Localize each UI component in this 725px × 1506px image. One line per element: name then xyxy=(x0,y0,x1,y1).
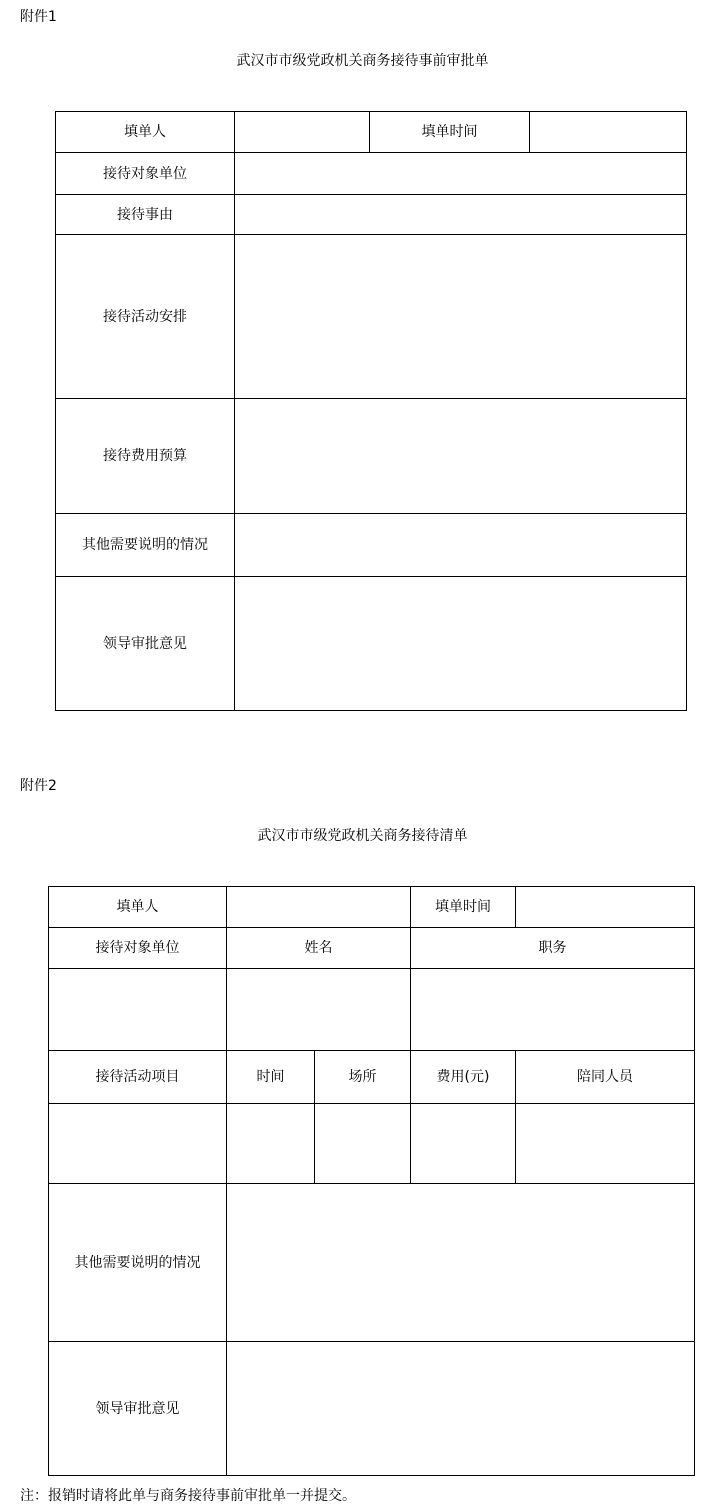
annex1-reason-field[interactable] xyxy=(235,195,687,235)
annex2-label: 附件2 xyxy=(20,778,57,794)
annex2-target-unit-label: 接待对象单位 xyxy=(49,928,227,969)
annex2-form-table xyxy=(48,886,695,1476)
annex2-row-approval xyxy=(49,1342,695,1476)
annex2-other-field[interactable] xyxy=(227,1184,695,1342)
annex1-row-approval xyxy=(56,577,687,711)
annex2-row-other xyxy=(49,1184,695,1342)
annex1-form-table xyxy=(55,111,687,711)
annex2-activity-items-field[interactable] xyxy=(49,1104,227,1184)
annex1-budget-field[interactable] xyxy=(235,399,687,514)
annex1-fill-time-label: 填单时间 xyxy=(370,112,530,153)
annex2-activity-items-label: 接待活动项目 xyxy=(49,1051,227,1104)
annex2-row-target-values xyxy=(49,969,695,1051)
annex2-position-label: 职务 xyxy=(411,928,695,969)
annex2-time-label: 时间 xyxy=(227,1051,315,1104)
annex2-target-unit-field[interactable] xyxy=(49,969,227,1051)
annex1-activities-label: 接待活动安排 xyxy=(56,235,235,399)
annex2-place-label: 场所 xyxy=(315,1051,411,1104)
annex1-other-label: 其他需要说明的情况 xyxy=(56,514,235,577)
annex2-place-field[interactable] xyxy=(315,1104,411,1184)
annex1-row-other xyxy=(56,514,687,577)
annex2-cost-field[interactable] xyxy=(411,1104,516,1184)
annex1-approval-label: 领导审批意见 xyxy=(56,577,235,711)
annex1-row-filler xyxy=(56,112,687,153)
annex1-activities-field[interactable] xyxy=(235,235,687,399)
annex2-other-label: 其他需要说明的情况 xyxy=(49,1184,227,1342)
annex1-row-reason xyxy=(56,195,687,235)
annex2-position-field[interactable] xyxy=(411,969,695,1051)
annex1-filler-field[interactable] xyxy=(235,112,370,153)
annex1-fill-time-field[interactable] xyxy=(530,112,687,153)
annex2-fill-time-label: 填单时间 xyxy=(411,887,516,928)
annex1-target-unit-field[interactable] xyxy=(235,153,687,195)
footnote: 注：报销时请将此单与商务接待事前审批单一并提交。 xyxy=(20,1488,356,1504)
annex1-title: 武汉市市级党政机关商务接待事前审批单 xyxy=(236,53,489,69)
annex1-target-unit-label: 接待对象单位 xyxy=(56,153,235,195)
annex2-row-activity-values xyxy=(49,1104,695,1184)
annex2-cost-label: 费用(元) xyxy=(411,1051,516,1104)
annex2-filler-field[interactable] xyxy=(227,887,411,928)
annex2-row-filler xyxy=(49,887,695,928)
annex2-title: 武汉市市级党政机关商务接待清单 xyxy=(257,828,468,844)
annex2-name-field[interactable] xyxy=(227,969,411,1051)
annex1-other-field[interactable] xyxy=(235,514,687,577)
annex1-reason-label: 接待事由 xyxy=(56,195,235,235)
annex2-name-label: 姓名 xyxy=(227,928,411,969)
annex2-approval-field[interactable] xyxy=(227,1342,695,1476)
annex2-time-field[interactable] xyxy=(227,1104,315,1184)
annex1-row-budget xyxy=(56,399,687,514)
annex1-filler-label: 填单人 xyxy=(56,112,235,153)
annex1-row-target-unit xyxy=(56,153,687,195)
annex1-label: 附件1 xyxy=(20,9,57,25)
annex2-row-target-header xyxy=(49,928,695,969)
annex2-filler-label: 填单人 xyxy=(49,887,227,928)
annex2-approval-label: 领导审批意见 xyxy=(49,1342,227,1476)
annex2-companions-label: 陪同人员 xyxy=(516,1051,695,1104)
annex2-row-activity-header xyxy=(49,1051,695,1104)
annex1-row-activities xyxy=(56,235,687,399)
annex2-fill-time-field[interactable] xyxy=(516,887,695,928)
annex2-companions-field[interactable] xyxy=(516,1104,695,1184)
annex1-approval-field[interactable] xyxy=(235,577,687,711)
annex1-budget-label: 接待费用预算 xyxy=(56,399,235,514)
